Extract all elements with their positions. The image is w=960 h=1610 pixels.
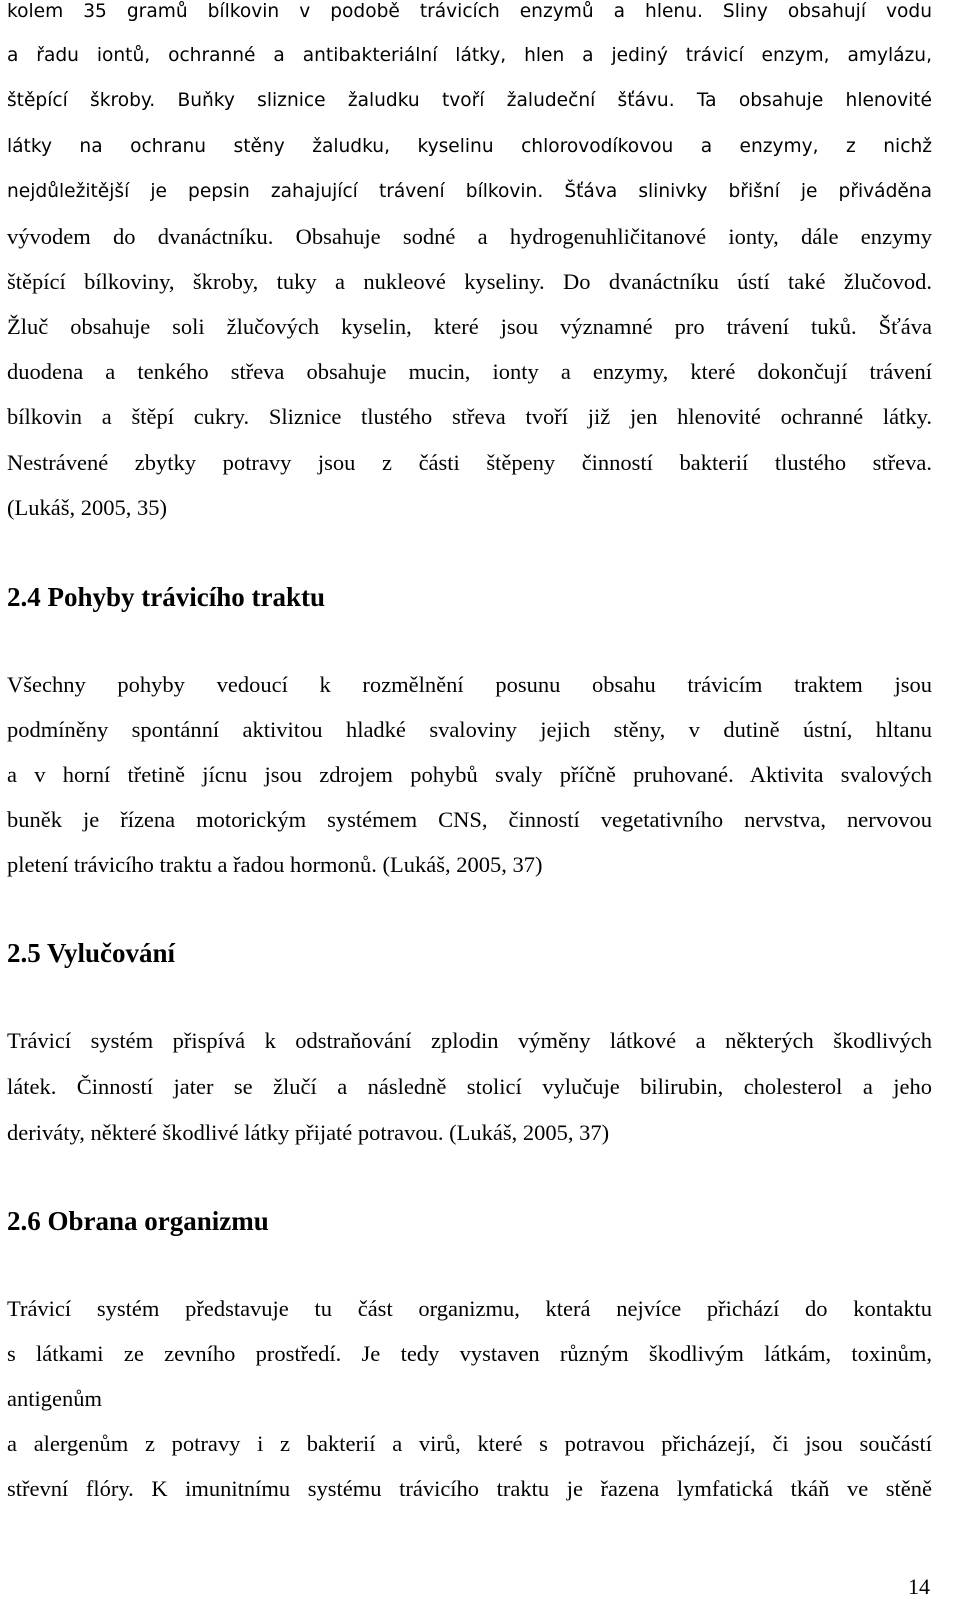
text-line: deriváty, některé škodlivé látky přijaté potravou. (Lukáš, 2005, 37) <box>7 1120 610 1145</box>
text-line: Žluč obsahuje soli žlučových kyselin, které jsou významné pro trávení tuků. Šťáva <box>7 314 932 339</box>
section-heading: 2.5 Vylučování <box>7 938 176 968</box>
text-line: buněk je řízena motorickým systémem CNS, činností vegetativního nervstva, nervovou <box>7 807 932 832</box>
citation: (Lukáš, 2005, 35) <box>7 495 167 520</box>
text-line: s látkami ze zevního prostředí. Je tedy vystaven různým škodlivým látkám, toxinům, <box>7 1341 932 1366</box>
text-line: štěpící škroby. Buňky sliznice žaludku tvoří žaludeční šťávu. Ta obsahuje hlenovité <box>7 90 932 111</box>
section-heading: 2.4 Pohyby trávicího traktu <box>7 582 326 612</box>
text-line: Trávicí systém přispívá k odstraňování zplodin výměny látkové a některých škodlivých <box>7 1028 932 1053</box>
text-line: duodena a tenkého střeva obsahuje mucin, ionty a enzymy, které dokončují trávení <box>7 359 932 384</box>
text-line: a alergenům z potravy i z bakterií a virů, které s potravou přicházejí, či jsou součástí <box>7 1431 932 1456</box>
text-line: a v horní třetině jícnu jsou zdrojem pohybů svaly příčně pruhované. Aktivita svalových <box>7 762 932 787</box>
text-line: látky na ochranu stěny žaludku, kyselinu chlorovodíkovou a enzymy, z nichž <box>7 136 932 157</box>
section-heading: 2.6 Obrana organizmu <box>7 1206 269 1236</box>
text-line: podmíněny spontánní aktivitou hladké svaloviny jejich stěny, v dutině ústní, hltanu <box>7 717 932 742</box>
text-line: Nestrávené zbytky potravy jsou z části štěpeny činností bakterií tlustého střeva. <box>7 450 932 475</box>
text-line: štěpící bílkoviny, škroby, tuky a nukleové kyseliny. Do dvanáctníku ústí také žlučovod. <box>7 269 932 294</box>
text-line: nejdůležitější je pepsin zahajující trávení bílkovin. Šťáva slinivky břišní je přiváděna <box>7 181 932 202</box>
text-line: látek. Činností jater se žlučí a následně stolicí vylučuje bilirubin, cholesterol a jeho <box>7 1074 932 1099</box>
text-line: vývodem do dvanáctníku. Obsahuje sodné a hydrogenuhličitanové ionty, dále enzymy <box>7 224 932 249</box>
text-line: antigenům <box>7 1386 102 1411</box>
page-number: 14 <box>908 1574 930 1599</box>
text-line: kolem 35 gramů bílkovin v podobě trávicích enzymů a hlenu. Sliny obsahují vodu <box>7 1 932 22</box>
text-line: střevní flóry. K imunitnímu systému trávicího traktu je řazena lymfatická tkáň ve stěně <box>7 1476 932 1501</box>
text-line: Trávicí systém představuje tu část organizmu, která nejvíce přichází do kontaktu <box>7 1296 932 1321</box>
text-line: Všechny pohyby vedoucí k rozmělnění posunu obsahu trávicím traktem jsou <box>7 672 932 697</box>
text-line: a řadu iontů, ochranné a antibakteriální látky, hlen a jediný trávicí enzym, amylázu, <box>7 45 932 66</box>
text-line: bílkovin a štěpí cukry. Sliznice tlustého střeva tvoří již jen hlenovité ochranné látky. <box>7 404 932 429</box>
text-line: pletení trávicího traktu a řadou hormonů. (Lukáš, 2005, 37) <box>7 852 543 877</box>
